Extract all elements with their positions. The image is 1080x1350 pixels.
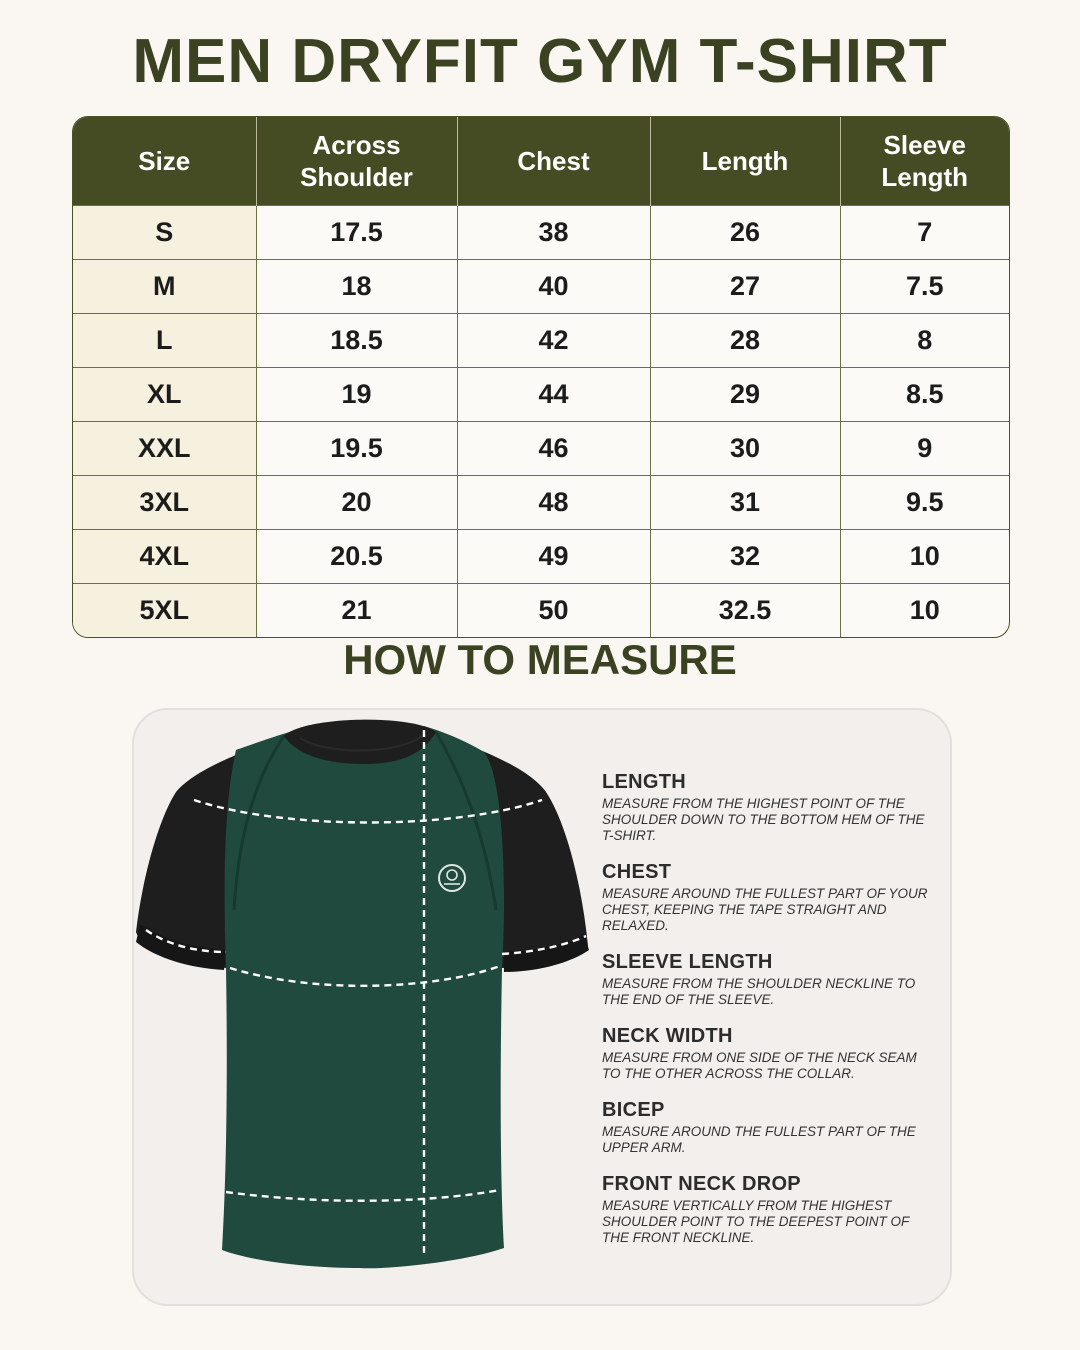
value-cell: 8 (840, 314, 1009, 368)
table-header-row (73, 117, 1009, 206)
size-label-cell: XXL (73, 422, 256, 476)
size-label-cell: 5XL (73, 584, 256, 638)
measure-card (132, 708, 952, 1306)
header-sleeve-length: Sleeve Length (840, 117, 1009, 206)
table-row (73, 584, 1009, 638)
value-cell: 20 (256, 476, 457, 530)
value-cell: 10 (840, 584, 1009, 638)
table-row (73, 368, 1009, 422)
value-cell: 49 (457, 530, 650, 584)
value-cell: 28 (650, 314, 840, 368)
value-cell: 9 (840, 422, 1009, 476)
value-cell: 48 (457, 476, 650, 530)
size-label-cell: 3XL (73, 476, 256, 530)
table-row (73, 314, 1009, 368)
value-cell: 32.5 (650, 584, 840, 638)
guide-item (602, 860, 932, 934)
value-cell: 40 (457, 260, 650, 314)
table-row (73, 206, 1009, 260)
guide-item-label: BICEP (602, 1099, 665, 1121)
guide-item-description: MEASURE AROUND THE FULLEST PART OF YOUR CHEST, KEEPING THE TAPE STRAIGHT AND RELAXED. (602, 886, 928, 933)
page-title: MEN DRYFIT GYM T-SHIRT (132, 27, 948, 96)
shirt-body (222, 726, 504, 1268)
size-label-cell: S (73, 206, 256, 260)
guide-item-label: LENGTH (602, 771, 687, 793)
guide-item (602, 950, 932, 1008)
value-cell: 38 (457, 206, 650, 260)
value-cell: 32 (650, 530, 840, 584)
table-row (73, 530, 1009, 584)
guide-item-label: NECK WIDTH (602, 1025, 733, 1047)
value-cell: 8.5 (840, 368, 1009, 422)
value-cell: 42 (457, 314, 650, 368)
table-row (73, 260, 1009, 314)
guide-item-label: CHEST (602, 861, 672, 883)
guide-item-description: MEASURE FROM ONE SIDE OF THE NECK SEAM TO THE OTHER ACROSS THE COLLAR. (602, 1050, 917, 1081)
header-chest: Chest (457, 117, 650, 206)
value-cell: 30 (650, 422, 840, 476)
value-cell: 9.5 (840, 476, 1009, 530)
guide-item (602, 1024, 932, 1082)
guide-item (602, 770, 932, 844)
value-cell: 50 (457, 584, 650, 638)
tshirt-illustration (134, 710, 604, 1304)
value-cell: 21 (256, 584, 457, 638)
guide-item-description: MEASURE VERTICALLY FROM THE HIGHEST SHOULDER POINT TO THE DEEPEST POINT OF THE FRONT NECKLINE. (602, 1198, 910, 1245)
header-length: Length (650, 117, 840, 206)
size-label-cell: L (73, 314, 256, 368)
value-cell: 27 (650, 260, 840, 314)
header-size: Size (73, 117, 256, 206)
value-cell: 7.5 (840, 260, 1009, 314)
value-cell: 31 (650, 476, 840, 530)
guide-item (602, 1172, 932, 1246)
measure-guide (602, 770, 932, 1262)
value-cell: 20.5 (256, 530, 457, 584)
how-to-measure-heading: HOW TO MEASURE (343, 636, 737, 683)
value-cell: 18.5 (256, 314, 457, 368)
guide-item-description: MEASURE AROUND THE FULLEST PART OF THE UPPER ARM. (602, 1124, 916, 1155)
value-cell: 7 (840, 206, 1009, 260)
value-cell: 17.5 (256, 206, 457, 260)
value-cell: 10 (840, 530, 1009, 584)
size-chart-table (72, 116, 1010, 638)
size-label-cell: M (73, 260, 256, 314)
guide-item-description: MEASURE FROM THE SHOULDER NECKLINE TO THE END OF THE SLEEVE. (602, 976, 916, 1007)
header-across-shoulder: Across Shoulder (256, 117, 457, 206)
size-label-cell: XL (73, 368, 256, 422)
table-row (73, 476, 1009, 530)
value-cell: 44 (457, 368, 650, 422)
value-cell: 29 (650, 368, 840, 422)
value-cell: 18 (256, 260, 457, 314)
value-cell: 26 (650, 206, 840, 260)
value-cell: 19.5 (256, 422, 457, 476)
value-cell: 46 (457, 422, 650, 476)
guide-item-label: SLEEVE LENGTH (602, 951, 773, 973)
table-row (73, 422, 1009, 476)
size-label-cell: 4XL (73, 530, 256, 584)
guide-item (602, 1098, 932, 1156)
guide-item-description: MEASURE FROM THE HIGHEST POINT OF THE SHOULDER DOWN TO THE BOTTOM HEM OF THE T-SHIRT. (602, 796, 925, 843)
guide-item-label: FRONT NECK DROP (602, 1173, 801, 1195)
value-cell: 19 (256, 368, 457, 422)
